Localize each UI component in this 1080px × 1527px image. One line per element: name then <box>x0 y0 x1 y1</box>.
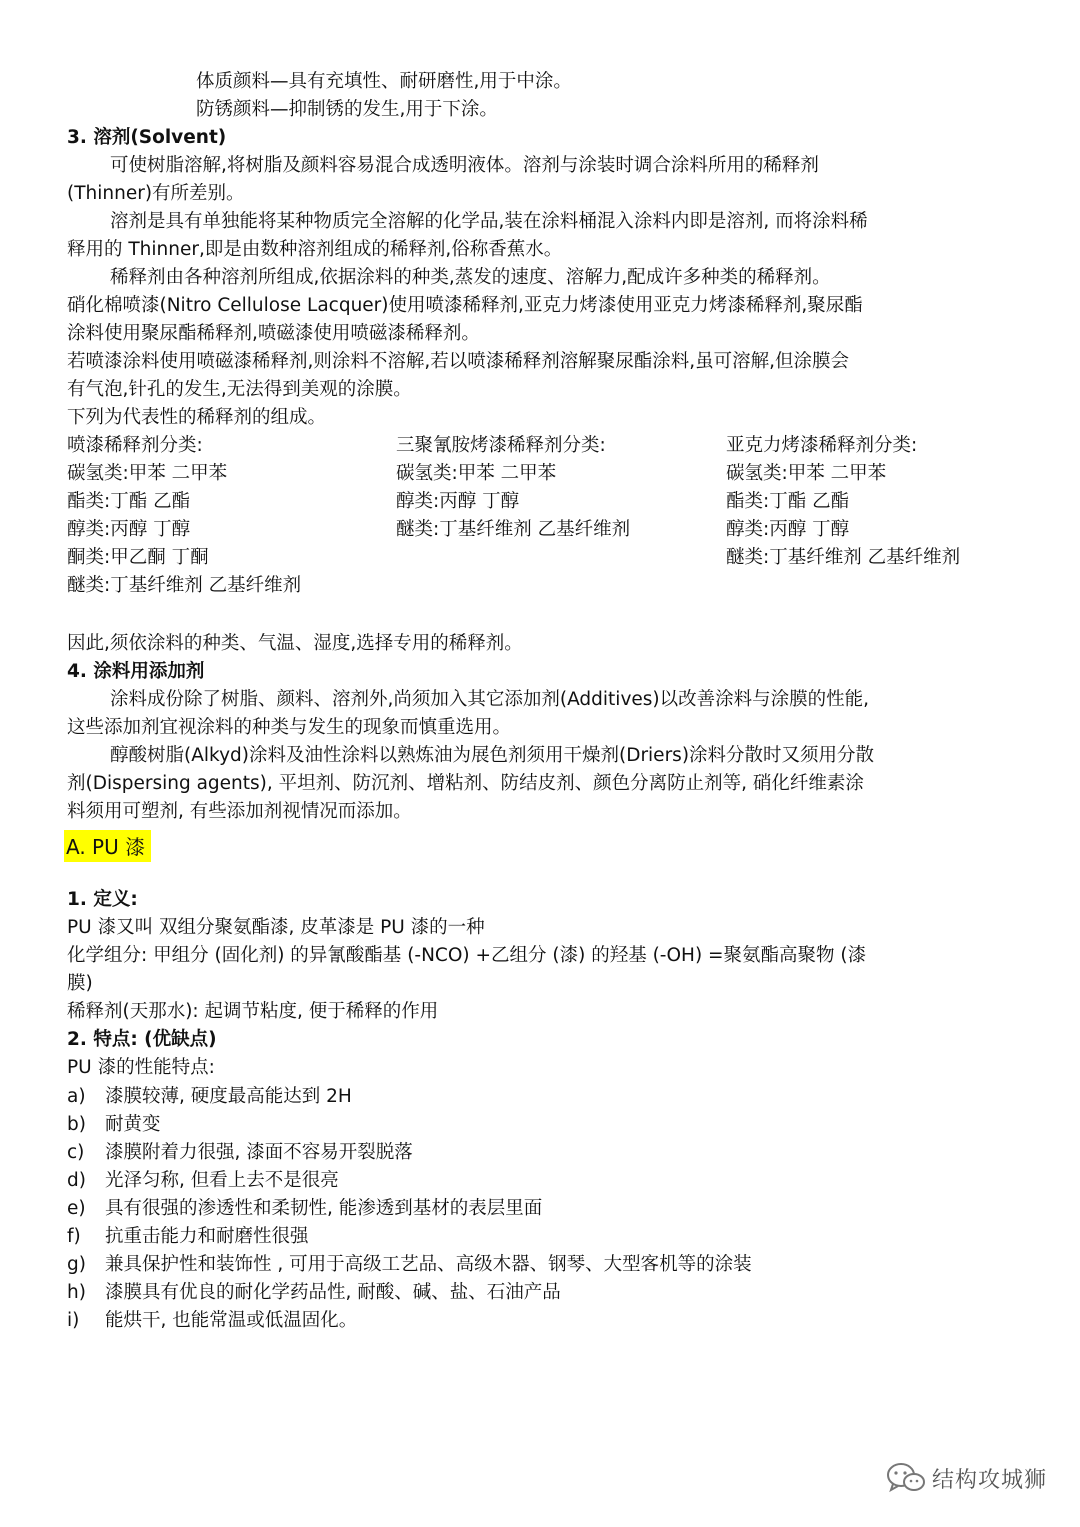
text-line: 下列为代表性的稀释剂的组成。 <box>67 407 327 428</box>
table-cell: 酯类:丁酯 乙酯 <box>726 491 850 512</box>
table-cell: 醚类:丁基纤维剂 乙基纤维剂 <box>396 519 631 540</box>
watermark-text: 结构攻城狮 <box>931 1467 1047 1493</box>
list-item: g) 兼具保护性和装饰性 , 可用于高级工艺品、高级木器、钢琴、大型客机等的涂装 <box>67 1254 752 1275</box>
table-cell: 酯类:丁酯 乙酯 <box>67 491 191 512</box>
text-line: 释用的 Thinner,即是由数种溶剂组成的稀释剂,俗称香蕉水。 <box>67 239 563 260</box>
table-cell: 碳氢类:甲苯 二甲苯 <box>396 463 557 484</box>
list-item: h) 漆膜具有优良的耐化学药品性, 耐酸、碱、盐、石油产品 <box>67 1282 561 1303</box>
text-line: (Thinner)有所差别。 <box>67 183 245 204</box>
table-cell: 碳氢类:甲苯 二甲苯 <box>726 463 887 484</box>
features-title: 2. 特点: (优缺点) <box>67 1029 217 1050</box>
table-cell: 醚类:丁基纤维剂 乙基纤维剂 <box>726 547 961 568</box>
text-line: 硝化棉喷漆(Nitro Cellulose Lacquer)使用喷漆稀释剂,亚克力烤漆使用亚克力烤漆稀释剂,聚尿酯 <box>67 295 863 316</box>
list-item: c) 漆膜附着力很强, 漆面不容易开裂脱落 <box>67 1142 413 1163</box>
text-line: 膜) <box>67 973 93 994</box>
list-item: f) 抗重击能力和耐磨性很强 <box>67 1226 309 1247</box>
list-item: a) 漆膜较薄, 硬度最高能达到 2H <box>67 1086 352 1107</box>
text-line: PU 漆的性能特点: <box>67 1057 215 1078</box>
text-line: 剂(Dispersing agents), 平坦剂、防沉剂、增粘剂、防结皮剂、颜色分离防止剂等, 硝化纤维素涂 <box>67 773 864 794</box>
text-line: 稀释剂(天那水): 起调节粘度, 便于稀释的作用 <box>67 1001 439 1022</box>
text-line: 因此,须依涂料的种类、气温、湿度,选择专用的稀释剂。 <box>67 633 523 654</box>
table-cell: 三聚氰胺烤漆稀释剂分类: <box>396 435 606 456</box>
text-line: 料须用可塑剂, 有些添加剂视情况而添加。 <box>67 801 412 822</box>
wechat-icon <box>886 1462 926 1494</box>
text-line: 溶剂是具有单独能将某种物质完全溶解的化学品,装在涂料桶混入涂料内即是溶剂, 而将涂料稀 <box>110 211 868 232</box>
text-line: 防锈颜料—抑制锈的发生,用于下涂。 <box>196 99 498 120</box>
text-line: PU 漆又叫 双组分聚氨酯漆, 皮革漆是 PU 漆的一种 <box>67 917 485 938</box>
text-line: 化学组分: 甲组分 (固化剂) 的异氰酸酯基 (-NCO) +乙组分 (漆) 的羟基 (-OH) =聚氨酯高聚物 (漆 <box>67 945 867 966</box>
text-line: 体质颜料—具有充填性、耐研磨性,用于中涂。 <box>196 71 572 92</box>
pu-heading: A. PU 漆 <box>66 835 146 859</box>
table-cell: 醇类:丙醇 丁醇 <box>67 519 191 540</box>
text-line: 涂料使用聚尿酯稀释剂,喷磁漆使用喷磁漆稀释剂。 <box>67 323 480 344</box>
text-line: 有气泡,针孔的发生,无法得到美观的涂膜。 <box>67 379 412 400</box>
text-line: 可使树脂溶解,将树脂及颜料容易混合成透明液体。溶剂与涂装时调合涂料所用的稀释剂 <box>110 155 819 176</box>
table-cell: 亚克力烤漆稀释剂分类: <box>726 435 918 456</box>
text-line: 若喷漆涂料使用喷磁漆稀释剂,则涂料不溶解,若以喷漆稀释剂溶解聚尿酯涂料,虽可溶解,但涂膜会 <box>67 351 850 372</box>
table-cell: 醇类:丙醇 丁醇 <box>726 519 850 540</box>
text-line: 稀释剂由各种溶剂所组成,依据涂料的种类,蒸发的速度、溶解力,配成许多种类的稀释剂。 <box>110 267 831 288</box>
table-cell: 酮类:甲乙酮 丁酮 <box>67 547 209 568</box>
text-line: 醇酸树脂(Alkyd)涂料及油性涂料以熟炼油为展色剂须用干燥剂(Driers)涂料分散时又须用分散 <box>110 745 875 766</box>
text-line: 这些添加剂宜视涂料的种类与发生的现象而慎重选用。 <box>67 717 512 738</box>
table-cell: 醇类:丙醇 丁醇 <box>396 491 520 512</box>
table-cell: 喷漆稀释剂分类: <box>67 435 203 456</box>
section-heading-solvent: 3. 溶剂(Solvent) <box>67 127 227 148</box>
list-item: d) 光泽匀称, 但看上去不是很亮 <box>67 1170 339 1191</box>
definition-title: 1. 定义: <box>67 889 138 910</box>
table-cell: 碳氢类:甲苯 二甲苯 <box>67 463 228 484</box>
table-cell: 醚类:丁基纤维剂 乙基纤维剂 <box>67 575 302 596</box>
section-heading-additives: 4. 涂料用添加剂 <box>67 661 205 682</box>
list-item: b) 耐黄变 <box>67 1114 161 1135</box>
list-item: e) 具有很强的渗透性和柔韧性, 能渗透到基材的表层里面 <box>67 1198 543 1219</box>
text-line: 涂料成份除了树脂、颜料、溶剂外,尚须加入其它添加剂(Additives)以改善涂料与涂膜的性能, <box>110 689 870 710</box>
watermark <box>886 1462 1047 1494</box>
list-item: i) 能烘干, 也能常温或低温固化。 <box>67 1310 358 1331</box>
pu-heading-highlight <box>64 830 151 862</box>
